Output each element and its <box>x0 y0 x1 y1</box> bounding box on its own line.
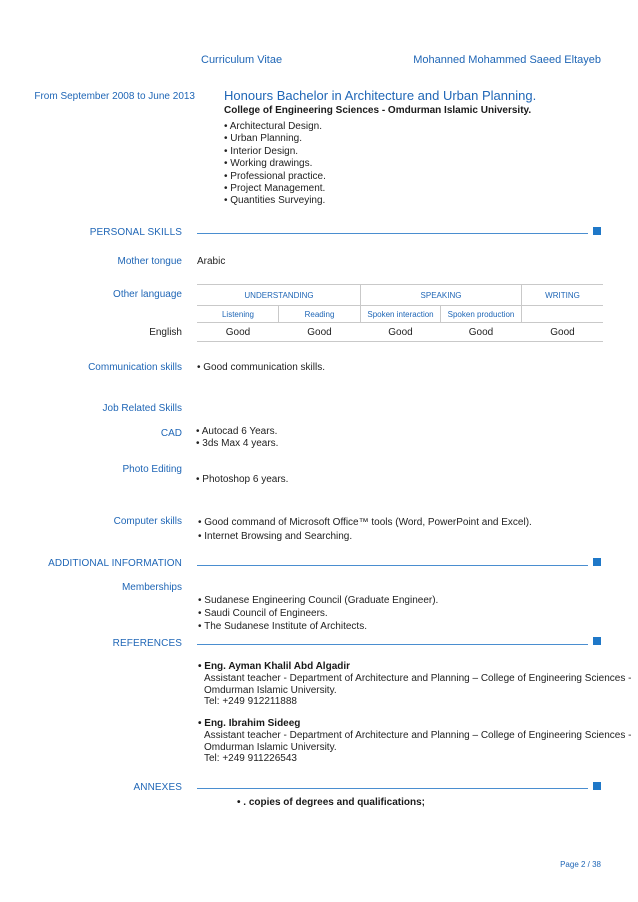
cad-list <box>196 426 278 451</box>
table-subheader: Spoken production <box>447 310 515 319</box>
job-related-skills-label: Job Related Skills <box>102 403 182 414</box>
table-rule <box>521 284 522 322</box>
cad-label: CAD <box>160 428 182 439</box>
cv-owner-name: Mohanned Mohammed Saeed Eltayeb <box>413 54 601 66</box>
education-institution: College of Engineering Sciences - Omdurman Islamic University. <box>224 105 532 116</box>
mother-tongue-label: Mother tongue <box>117 256 182 267</box>
table-subheader: Listening <box>221 310 255 319</box>
photo-editing-label: Photo Editing <box>122 464 182 475</box>
list-item: • Interior Design. <box>224 145 299 157</box>
table-cell: Good <box>225 327 251 338</box>
section-divider <box>197 233 588 234</box>
section-divider <box>197 788 588 789</box>
reference-name: • Eng. Ibrahim Sideeg <box>198 718 301 729</box>
references-heading: REFERENCES <box>112 638 182 649</box>
mother-tongue-value: Arabic <box>197 256 226 267</box>
reference-position: Assistant teacher - Department of Architecture and Planning – College of Engineering Sciences - <box>204 730 632 741</box>
table-language-name: English <box>149 327 182 338</box>
memberships-list <box>198 594 438 633</box>
education-subject-list <box>224 121 326 208</box>
additional-information-heading: ADDITIONAL INFORMATION <box>48 558 182 569</box>
list-item: • Saudi Council of Engineers. <box>198 608 328 619</box>
education-title: Honours Bachelor in Architecture and Urban Planning. <box>224 88 537 103</box>
table-rule <box>197 305 603 306</box>
section-marker <box>593 782 601 790</box>
section-divider <box>197 565 588 566</box>
photo-editing-value: • Photoshop 6 years. <box>196 474 289 485</box>
table-group-header: UNDERSTANDING <box>244 291 314 300</box>
table-cell: Good <box>307 327 332 338</box>
page-number: Page 2 / 38 <box>560 860 601 869</box>
list-item: • The Sudanese Institute of Architects. <box>198 621 367 632</box>
list-item: • Urban Planning. <box>224 133 302 145</box>
communication-skills-value: • Good communication skills. <box>197 362 325 373</box>
section-divider <box>197 644 588 645</box>
reference-phone: Tel: +249 911226543 <box>204 753 297 764</box>
reference-institution: Omdurman Islamic University. <box>204 684 337 696</box>
annexes-heading: ANNEXES <box>133 782 182 793</box>
table-cell: Good <box>388 327 413 338</box>
personal-skills-heading: PERSONAL SKILLS <box>89 227 182 238</box>
list-item: • Working drawings. <box>224 158 313 170</box>
list-item: • Sudanese Engineering Council (Graduate Engineer). <box>198 595 439 606</box>
annex-item: • . copies of degrees and qualifications; <box>237 797 425 808</box>
table-group-header: SPEAKING <box>420 291 462 300</box>
section-marker <box>593 227 601 235</box>
table-rule <box>197 341 603 342</box>
list-item: • Professional practice. <box>224 170 326 182</box>
reference-item <box>198 718 631 765</box>
table-rule <box>197 284 603 285</box>
table-cell: Good <box>468 327 494 338</box>
table-rule <box>197 322 603 323</box>
table-subheader: Reading <box>304 310 335 319</box>
list-item: • Good command of Microsoft Office™ tools (Word, PowerPoint and Excel). <box>198 517 532 528</box>
cv-label: Curriculum Vitae <box>201 54 283 66</box>
table-group-header: WRITING <box>545 291 580 300</box>
reference-item <box>198 661 631 708</box>
computer-skills-label: Computer skills <box>113 516 182 527</box>
education-dates: From September 2008 to June 2013 <box>34 91 195 102</box>
list-item: • 3ds Max 4 years. <box>196 438 279 450</box>
other-language-label: Other language <box>113 289 182 300</box>
communication-skills-label: Communication skills <box>88 362 182 373</box>
section-marker <box>593 558 601 566</box>
list-item: • Quantities Surveying. <box>224 195 326 207</box>
table-subheader: Spoken interaction <box>367 310 434 319</box>
reference-name: • Eng. Ayman Khalil Abd Algadir <box>198 661 351 672</box>
list-item: • Internet Browsing and Searching. <box>198 531 353 542</box>
list-item: • Architectural Design. <box>224 121 322 132</box>
reference-phone: Tel: +249 912211888 <box>204 696 297 707</box>
reference-institution: Omdurman Islamic University. <box>204 741 337 753</box>
reference-position: Assistant teacher - Department of Architecture and Planning – College of Engineering Sciences - <box>204 673 632 684</box>
list-item: • Autocad 6 Years. <box>196 426 278 437</box>
memberships-label: Memberships <box>121 582 182 593</box>
section-marker <box>593 637 601 645</box>
list-item: • Project Management. <box>224 183 326 195</box>
table-cell: Good <box>550 327 575 338</box>
computer-skills-list <box>198 516 532 544</box>
